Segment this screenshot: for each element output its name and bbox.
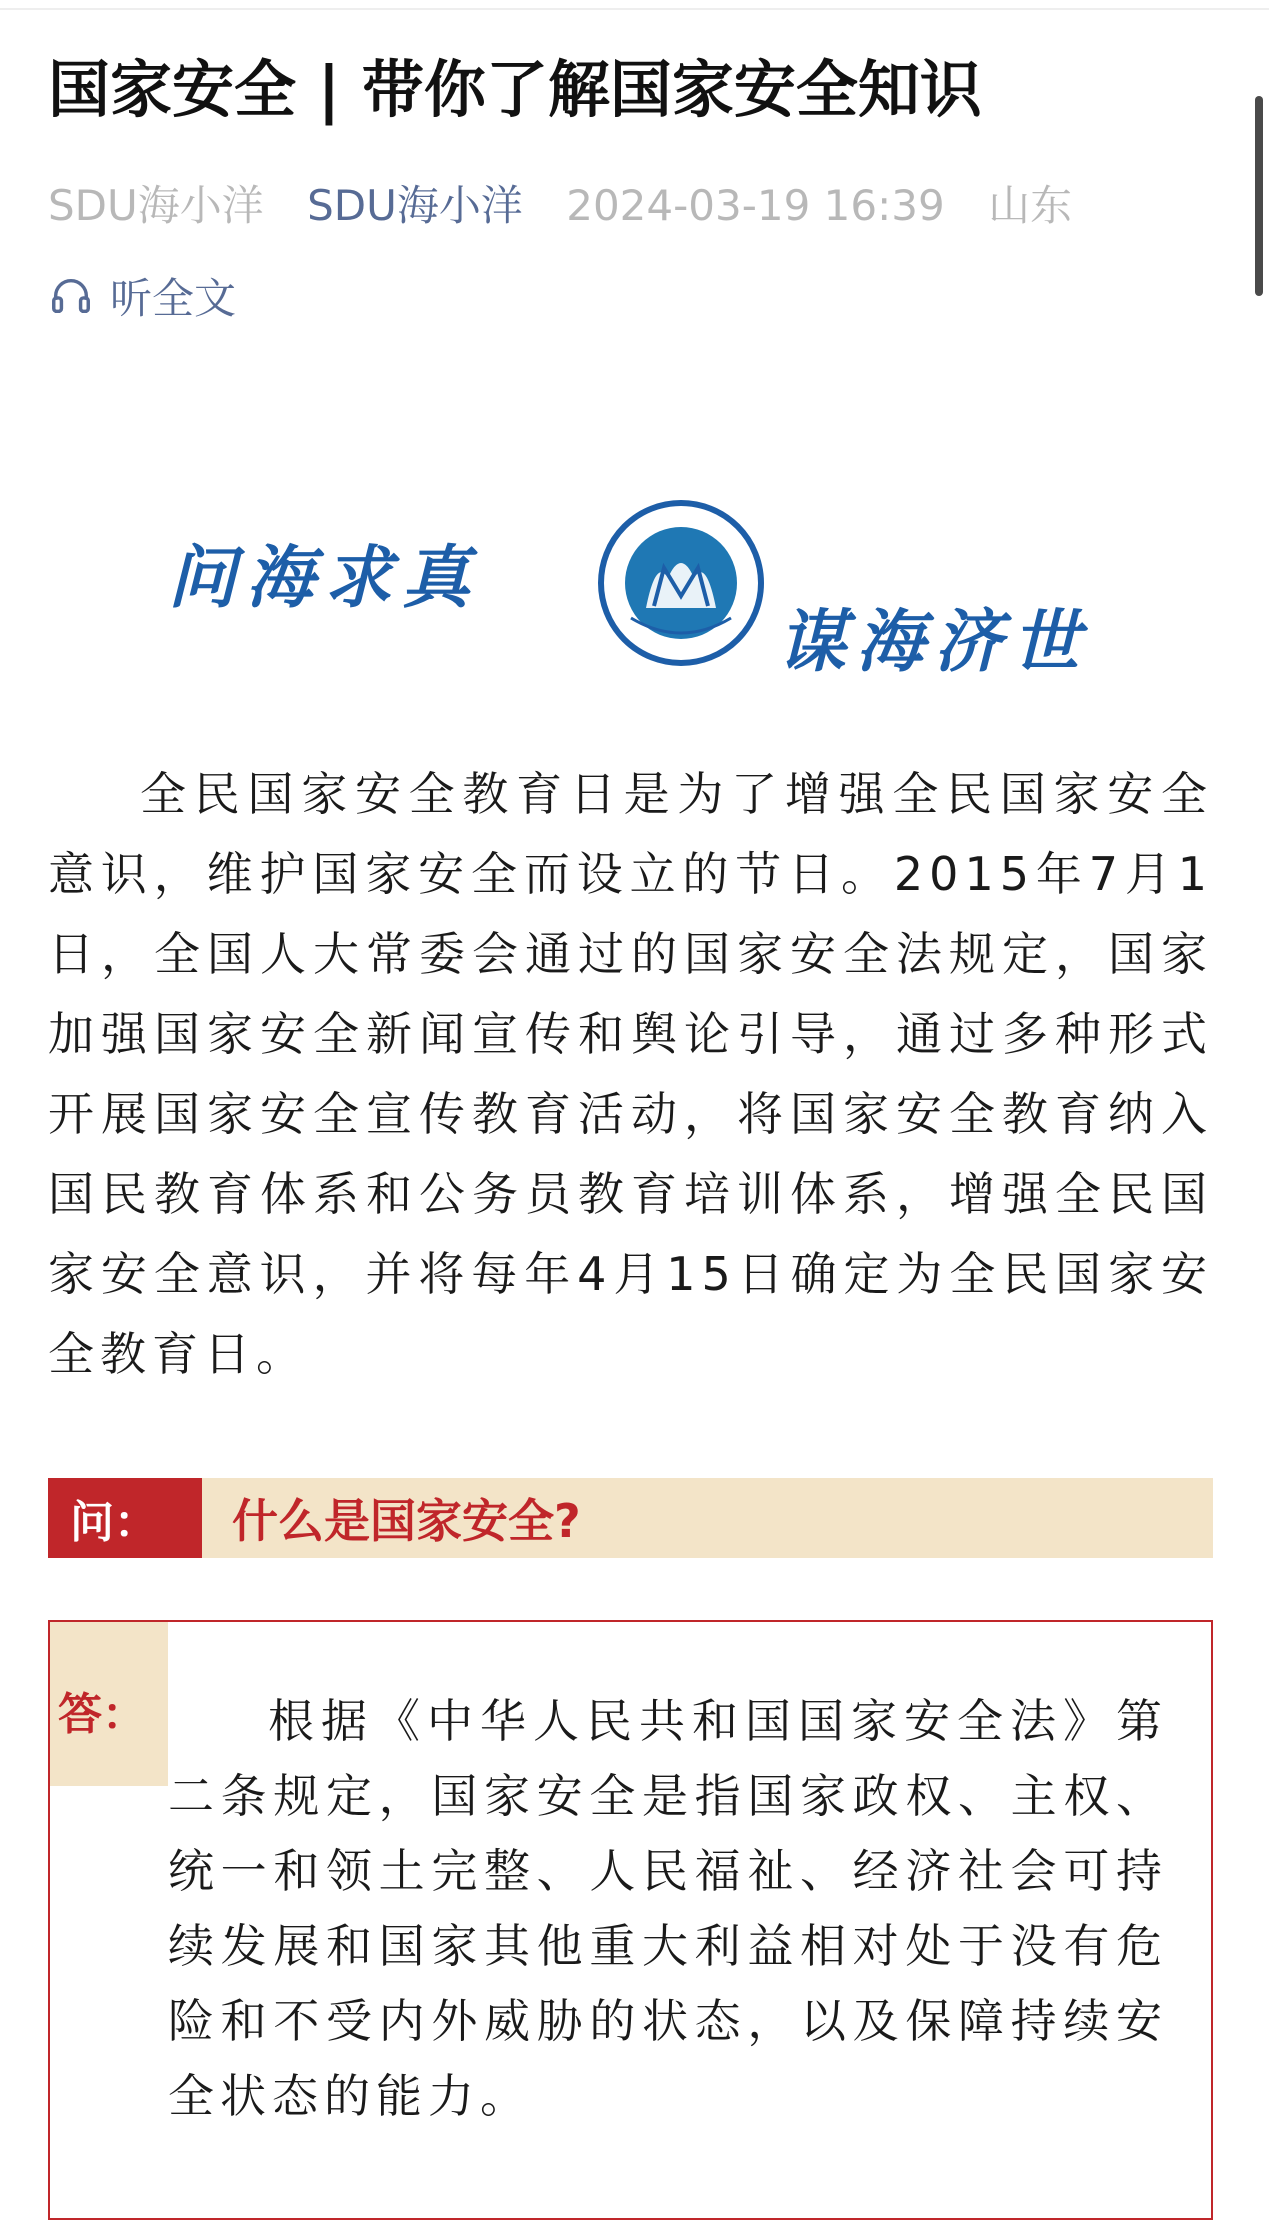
listen-label: 听全文	[110, 274, 237, 323]
article-title: 国家安全 | 带你了解国家安全知识	[48, 53, 982, 126]
publish-date: 2024-03-19 16:39	[566, 181, 945, 230]
headphones-icon	[48, 273, 94, 319]
banner-left-motto: 问海求真	[168, 538, 481, 618]
author-name: SDU海小洋	[48, 181, 264, 230]
answer-label: 答：	[50, 1622, 168, 1786]
account-link[interactable]: SDU海小洋	[307, 181, 523, 230]
top-divider	[0, 8, 1269, 10]
answer-box	[48, 1620, 1213, 2220]
scrollbar-thumb[interactable]	[1255, 96, 1263, 296]
marine-college-logo-icon	[596, 498, 766, 668]
publish-location: 山东	[988, 181, 1073, 230]
intro-paragraph: 全民国家安全教育日是为了增强全民国家安全意识，维护国家安全而设立的节日。2015年7月1日，全国人大常委会通过的国家安全法规定，国家加强国家安全新闻宣传和舆论引导，通过多种形式开展国家安全宣传教育活动，将国家安全教育纳入国民教育体系和公务员教育培训体系，增强全民国家安全意识，并将每年4月15日确定为全民国家安全教育日。	[48, 767, 1213, 1381]
question-label: 问：	[48, 1478, 202, 1558]
article-meta	[48, 176, 1213, 236]
question-bar	[48, 1478, 1213, 1558]
listen-full-text-button[interactable]	[48, 266, 236, 326]
college-banner	[118, 498, 1178, 682]
banner-right-motto: 谋海济世	[778, 602, 1091, 682]
question-text: 什么是国家安全?	[232, 1494, 581, 1548]
answer-text: 根据《中华人民共和国国家安全法》第二条规定，国家安全是指国家政权、主权、统一和领土完整、人民福祉、经济社会可持续发展和国家其他重大利益相对处于没有危险和不受内外威胁的状态，以及保障持续安全状态的能力。	[168, 1694, 1168, 2123]
